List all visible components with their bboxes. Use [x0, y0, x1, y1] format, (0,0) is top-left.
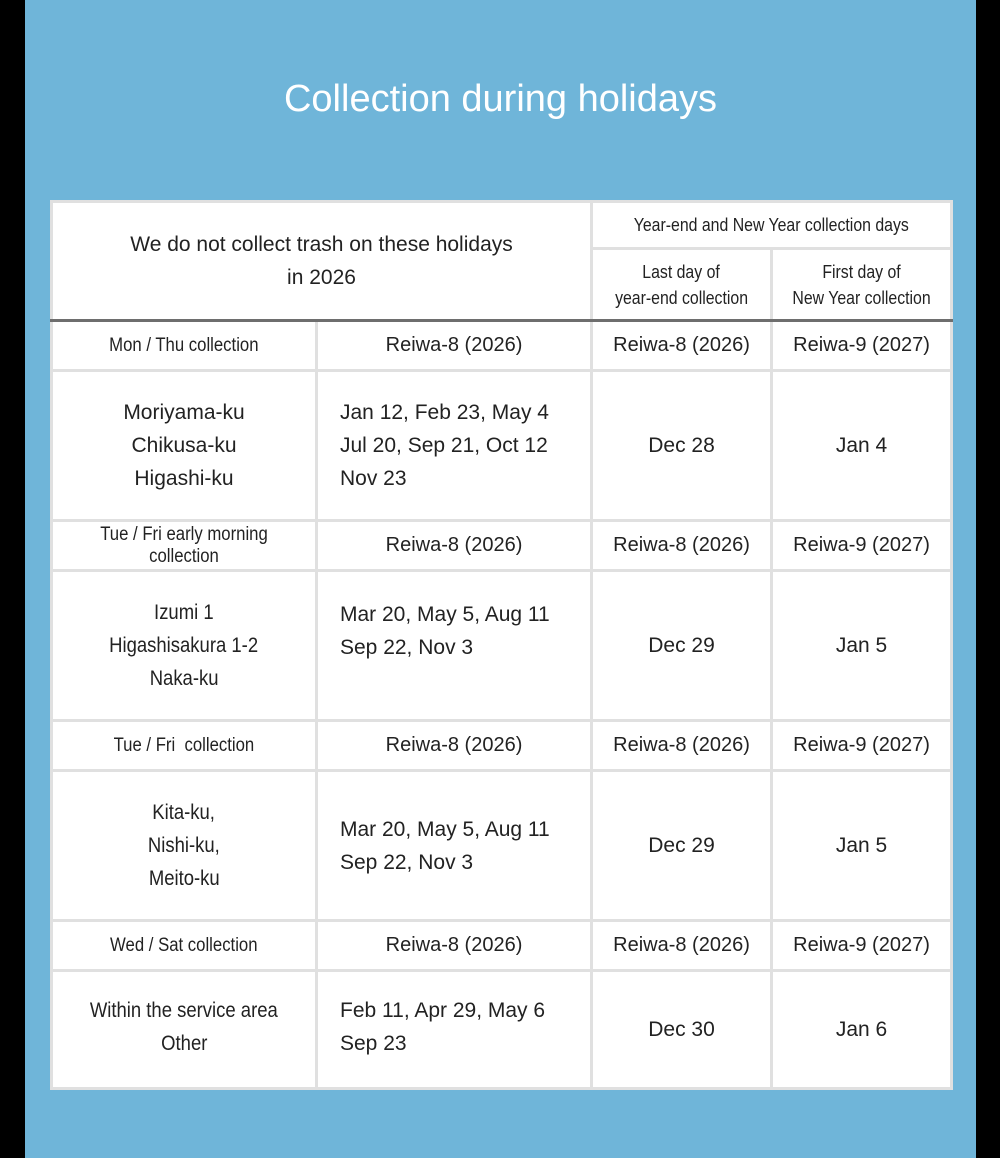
schedule-label: Tue / Fri early morning collection	[100, 523, 268, 567]
first-day-year: Reiwa-9 (2027)	[772, 521, 952, 571]
last-day-year: Reiwa-8 (2026)	[592, 921, 772, 971]
area-name: Kita-ku,	[152, 801, 216, 824]
section-header-row	[52, 321, 952, 371]
first-day-year: Reiwa-9 (2027)	[772, 721, 952, 771]
area-cell	[52, 971, 317, 1089]
holiday-dates: Nov 23	[340, 467, 407, 490]
section-header-row	[52, 521, 952, 571]
holiday-dates: Jul 20, Sep 21, Oct 12	[340, 434, 548, 457]
last-day-header	[592, 249, 772, 321]
header-text-line: First day of	[822, 261, 901, 282]
area-name: Moriyama-ku	[123, 401, 245, 424]
holiday-dates: Sep 22, Nov 3	[340, 636, 474, 659]
first-day-value: Jan 5	[772, 571, 952, 721]
header-text-line: New Year collection	[792, 287, 931, 308]
table-row	[52, 371, 952, 521]
holiday-dates: Sep 23	[340, 1032, 407, 1055]
area-name: Higashisakura 1-2	[109, 634, 259, 657]
holidays-cell	[317, 571, 592, 721]
table-row	[52, 971, 952, 1089]
last-day-year: Reiwa-8 (2026)	[592, 321, 772, 371]
schedule-label: Wed / Sat collection	[110, 934, 258, 956]
last-day-year: Reiwa-8 (2026)	[592, 721, 772, 771]
holiday-year: Reiwa-8 (2026)	[317, 921, 592, 971]
area-name: Nishi-ku,	[148, 834, 220, 857]
area-cell	[52, 571, 317, 721]
area-name: Izumi 1	[154, 601, 214, 624]
header-text-line: We do not collect trash on these holidays	[130, 233, 513, 256]
holiday-year: Reiwa-8 (2026)	[317, 721, 592, 771]
first-day-year: Reiwa-9 (2027)	[772, 321, 952, 371]
holiday-collection-table	[50, 200, 953, 1090]
holidays-cell	[317, 371, 592, 521]
last-day-value: Dec 28	[592, 371, 772, 521]
area-name: Higashi-ku	[134, 467, 234, 490]
area-cell	[52, 371, 317, 521]
area-name: Within the service area	[90, 999, 278, 1022]
page-panel	[25, 0, 976, 1158]
year-end-group-header	[592, 202, 952, 249]
first-day-year: Reiwa-9 (2027)	[772, 921, 952, 971]
no-collection-header	[52, 202, 592, 321]
holiday-dates: Feb 11, Apr 29, May 6	[340, 999, 546, 1022]
last-day-value: Dec 29	[592, 571, 772, 721]
area-name: Meito-ku	[148, 867, 220, 890]
table-row	[52, 571, 952, 721]
header-text-line: in 2026	[287, 266, 356, 289]
first-day-value: Jan 6	[772, 971, 952, 1089]
schedule-label: Mon / Thu collection	[109, 334, 259, 356]
schedule-label: Tue / Fri collection	[113, 734, 255, 756]
group-header-label: Year-end and New Year collection days	[633, 214, 910, 235]
holiday-year: Reiwa-8 (2026)	[317, 321, 592, 371]
table-row	[52, 771, 952, 921]
holiday-dates: Sep 22, Nov 3	[340, 850, 474, 874]
holiday-year: Reiwa-8 (2026)	[317, 521, 592, 571]
section-header-row	[52, 721, 952, 771]
area-name: Chikusa-ku	[131, 434, 237, 457]
last-day-year: Reiwa-8 (2026)	[592, 521, 772, 571]
holidays-cell	[317, 771, 592, 921]
last-day-value: Dec 29	[592, 771, 772, 921]
last-day-value: Dec 30	[592, 971, 772, 1089]
header-text-line: year-end collection	[615, 287, 748, 308]
holidays-cell	[317, 971, 592, 1089]
page-title: Collection during holidays	[283, 78, 718, 120]
first-day-value: Jan 4	[772, 371, 952, 521]
holiday-dates: Mar 20, May 5, Aug 11	[340, 603, 550, 626]
area-name: Other	[160, 1032, 208, 1055]
holiday-dates: Jan 12, Feb 23, May 4	[340, 401, 549, 424]
area-name: Naka-ku	[149, 667, 219, 690]
header-text-line: Last day of	[642, 261, 721, 282]
area-cell	[52, 771, 317, 921]
holiday-dates: Mar 20, May 5, Aug 11	[340, 817, 550, 841]
first-day-header	[772, 249, 952, 321]
section-header-row	[52, 921, 952, 971]
first-day-value: Jan 5	[772, 771, 952, 921]
